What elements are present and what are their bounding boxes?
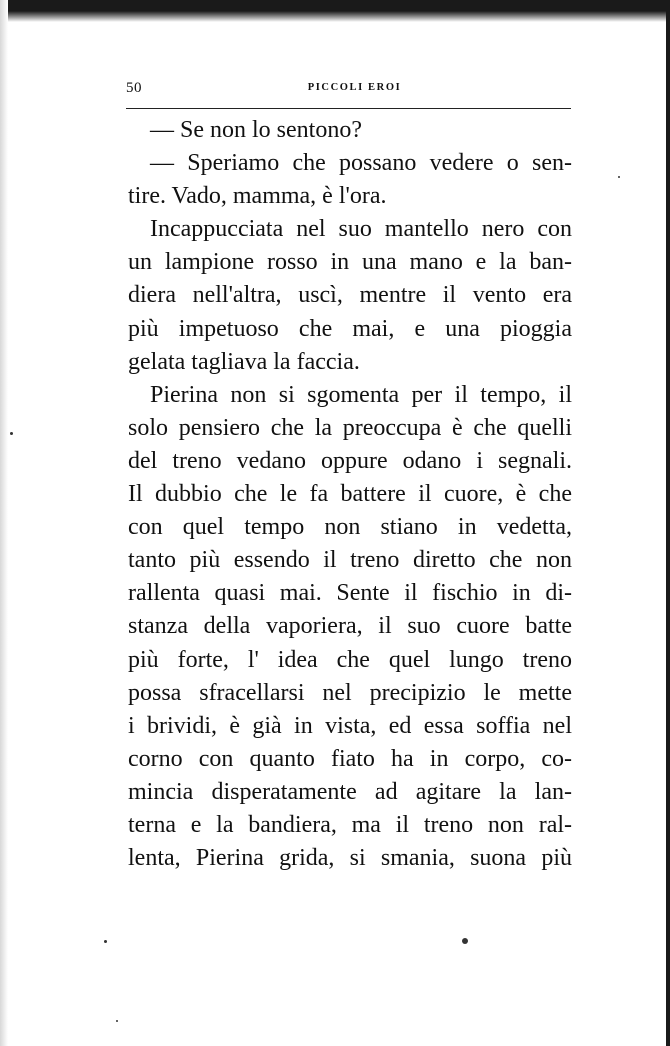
scan-speck [116,1020,118,1022]
header-rule [126,108,571,109]
scan-speck [618,176,620,178]
page-number: 50 [126,80,142,96]
text-line: con quel tempo non stiano in vedetta, [128,514,572,541]
text-line: più impetuoso che mai, e una pioggia [128,315,572,342]
text-line: lenta, Pierina grida, si smania, suona più [128,845,572,872]
text-line: mincia disperatamente ad agitare la lan- [128,778,572,805]
text-line: solo pensiero che la preoccupa è che quelli [128,414,572,441]
text-line: terna e la bandiera, ma il treno non ral- [128,811,572,838]
text-line: i brividi, è già in vista, ed essa soffia nel [128,712,572,739]
scan-speck [462,938,468,944]
scan-speck [104,940,107,943]
scan-right-edge [666,0,670,1046]
text-line: Pierina non si sgomenta per il tempo, il [150,381,572,408]
text-line: — Speriamo che possano vedere o sen- [150,150,572,177]
text-line: Il dubbio che le fa battere il cuore, è che [128,481,572,508]
running-head: PICCOLI EROI [307,82,402,93]
text-line: — Se non lo sentono? [150,117,362,143]
text-line: un lampione rosso in una mano e la ban- [128,249,572,276]
text-line: rallenta quasi mai. Sente il fischio in di- [128,580,572,607]
text-line: stanza della vaporiera, il suo cuore batte [128,613,572,640]
text-line: Incappucciata nel suo mantello nero con [150,216,572,243]
text-line: gelata tagliava la faccia. [128,348,360,375]
text-line: tire. Vado, mamma, è l'ora. [128,183,387,210]
text-line: del treno vedano oppure odano i segnali. [128,447,572,474]
text-line: possa sfracellarsi nel precipizio le mette [128,679,572,706]
scan-speck [10,432,13,435]
text-line: corno con quanto fiato ha in corpo, co- [128,745,572,772]
text-line: più forte, l' idea che quel lungo treno [128,646,572,673]
scan-top-border [0,0,670,22]
page-body [128,114,572,875]
text-line: diera nell'altra, uscì, mentre il vento era [128,282,572,309]
scan-left-edge [0,0,8,1046]
text-line: tanto più essendo il treno diretto che non [128,547,572,574]
page-header [126,80,571,100]
